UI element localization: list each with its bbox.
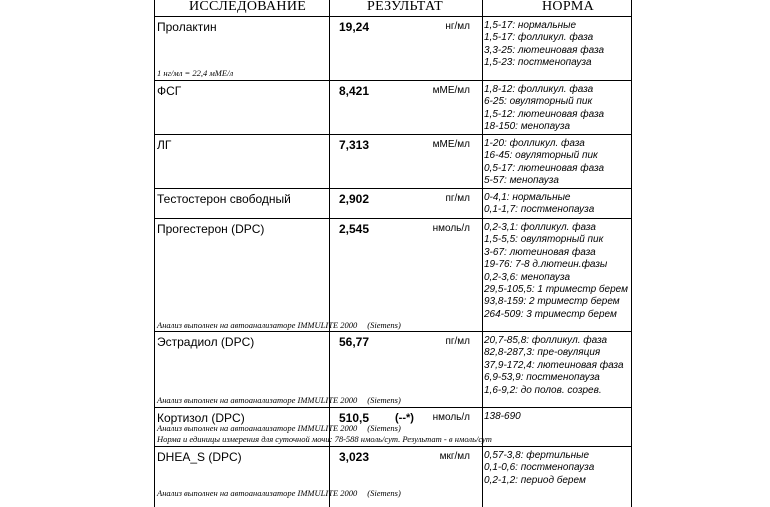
reference-ranges xyxy=(484,335,624,397)
result-value: 7,313 xyxy=(339,138,370,152)
norm-line: 1,5-12: лютеиновая фаза xyxy=(484,108,605,120)
norm-line: 1,5-23: постменопауза xyxy=(484,57,592,69)
analyzer-text: Анализ выполнен на автоанализаторе IMMULITE 2000 xyxy=(157,395,358,405)
result-unit: нмоль/л xyxy=(432,412,470,423)
norm-line: 0,1-0,6: постменопауза xyxy=(484,462,595,474)
table-row-dhea-s xyxy=(155,447,631,507)
result-value: 56,77 xyxy=(339,335,370,349)
table-row-progesterone xyxy=(155,219,631,332)
test-name: Кортизол (DPC) xyxy=(157,411,245,425)
test-name: ФСГ xyxy=(157,84,182,98)
result-unit: мкг/мл xyxy=(439,451,470,462)
result-value: 19,24 xyxy=(339,20,370,34)
reference-ranges xyxy=(484,222,628,321)
analyzer-text: Анализ выполнен на автоанализаторе IMMULITE 2000 xyxy=(157,320,358,330)
norm-line: 93,8-159: 2 триместр берем xyxy=(484,296,620,308)
reference-ranges xyxy=(484,192,594,217)
test-name: ЛГ xyxy=(157,138,172,152)
norm-line: 264-509: 3 триместр берем xyxy=(484,308,617,320)
norm-line: 1,5-17: фолликул. фаза xyxy=(484,32,594,44)
norm-line: 1-20: фолликул. фаза xyxy=(484,138,585,149)
norm-line: 37,9-172,4: лютеиновая фаза xyxy=(484,359,624,371)
result-unit: мМЕ/мл xyxy=(432,139,470,150)
result-unit: нмоль/л xyxy=(432,223,470,234)
norm-line: 29,5-105,5: 1 триместр берем xyxy=(484,284,628,296)
result-unit: мМЕ/мл xyxy=(432,85,470,96)
analyzer-brand: (Siemens) xyxy=(367,488,401,498)
result-value: 3,023 xyxy=(339,450,370,464)
norm-line: 3-67: лютеиновая фаза xyxy=(484,246,596,258)
norm-line: 6-25: овуляторный пик xyxy=(484,96,593,108)
norm-line: 20,7-85,8: фолликул. фаза xyxy=(484,335,608,346)
analyzer-note xyxy=(157,488,401,498)
norm-line: 0,5-17: лютеиновая фаза xyxy=(484,162,605,174)
analyzer-note xyxy=(157,423,401,433)
result-unit: пг/мл xyxy=(445,193,470,204)
table-header xyxy=(155,0,631,17)
norm-line: 0,2-1,2: период берем xyxy=(484,474,586,486)
norm-line: 0,1-1,7: постменопауза xyxy=(484,204,595,216)
result-value: 8,421 xyxy=(339,84,370,98)
result-value: 510,5 xyxy=(339,411,370,425)
norm-line: 16-45: овуляторный пик xyxy=(484,150,598,162)
result-flag: (--*) xyxy=(395,412,414,424)
norm-line: 82,8-287,3: пре-овуляция xyxy=(484,347,601,359)
test-name: Эстрадиол (DPC) xyxy=(157,335,255,349)
norm-line: 1,6-9,2: до полов. созрев. xyxy=(484,384,602,396)
table-row-estradiol xyxy=(155,332,631,408)
test-name: DHEA_S (DPC) xyxy=(157,450,242,464)
table-row-free-testosterone xyxy=(155,189,631,219)
reference-ranges xyxy=(484,84,604,134)
reference-ranges xyxy=(484,411,521,423)
analyzer-brand: (Siemens) xyxy=(367,320,401,330)
result-unit: нг/мл xyxy=(445,21,470,32)
norm-line: 3,3-25: лютеиновая фаза xyxy=(484,44,605,56)
table-row-cortisol xyxy=(155,408,631,447)
norm-line: 0,2-3,6: менопауза xyxy=(484,271,571,283)
result-value: 2,902 xyxy=(339,192,370,206)
result-unit: пг/мл xyxy=(445,336,470,347)
analyzer-text: Анализ выполнен на автоанализаторе IMMULITE 2000 xyxy=(157,488,358,498)
norm-line: 19-76: 7-8 д.лютеин.фазы xyxy=(484,259,608,271)
norm-line: 138-690 xyxy=(484,411,521,422)
result-value: 2,545 xyxy=(339,222,370,236)
urine-norm-note: Норма и единицы измерения для суточной мочи: 78-588 нмоль/сут. Результат - в нмоль/сут xyxy=(157,434,492,444)
test-name: Пролактин xyxy=(157,20,217,34)
norm-line: 0,2-3,1: фолликул. фаза xyxy=(484,222,596,233)
norm-line: 0-4,1: нормальные xyxy=(484,192,571,203)
norm-line: 5-57: менопауза xyxy=(484,175,559,187)
analyzer-note xyxy=(157,320,401,330)
norm-line: 18-150: менопауза xyxy=(484,121,571,133)
test-name: Тестостерон свободный xyxy=(157,192,291,206)
norm-line: 1,8-12: фолликул. фаза xyxy=(484,84,594,95)
table-row-prolactin xyxy=(155,17,631,81)
reference-ranges xyxy=(484,450,594,487)
header-test: ИССЛЕДОВАНИЕ xyxy=(189,0,307,14)
header-result: РЕЗУЛЬТАТ xyxy=(367,0,443,14)
conversion-note: 1 нг/мл = 22,4 мМЕ/л xyxy=(157,68,234,78)
table-row-lh xyxy=(155,135,631,189)
norm-line: 1,5-5,5: овуляторный пик xyxy=(484,234,604,246)
table-row-fsh xyxy=(155,81,631,135)
header-norm: НОРМА xyxy=(542,0,595,14)
test-name: Прогестерон (DPC) xyxy=(157,222,265,236)
norm-line: 6,9-53,9: постменопауза xyxy=(484,372,600,384)
reference-ranges xyxy=(484,20,604,70)
analyzer-text: Анализ выполнен на автоанализаторе IMMULITE 2000 xyxy=(157,423,358,433)
results-table xyxy=(154,0,632,507)
analyzer-note xyxy=(157,395,401,405)
reference-ranges xyxy=(484,138,604,188)
analyzer-brand: (Siemens) xyxy=(367,395,401,405)
norm-line: 1,5-17: нормальные xyxy=(484,20,577,31)
norm-line: 0,57-3,8: фертильные xyxy=(484,450,590,461)
analyzer-brand: (Siemens) xyxy=(367,423,401,433)
